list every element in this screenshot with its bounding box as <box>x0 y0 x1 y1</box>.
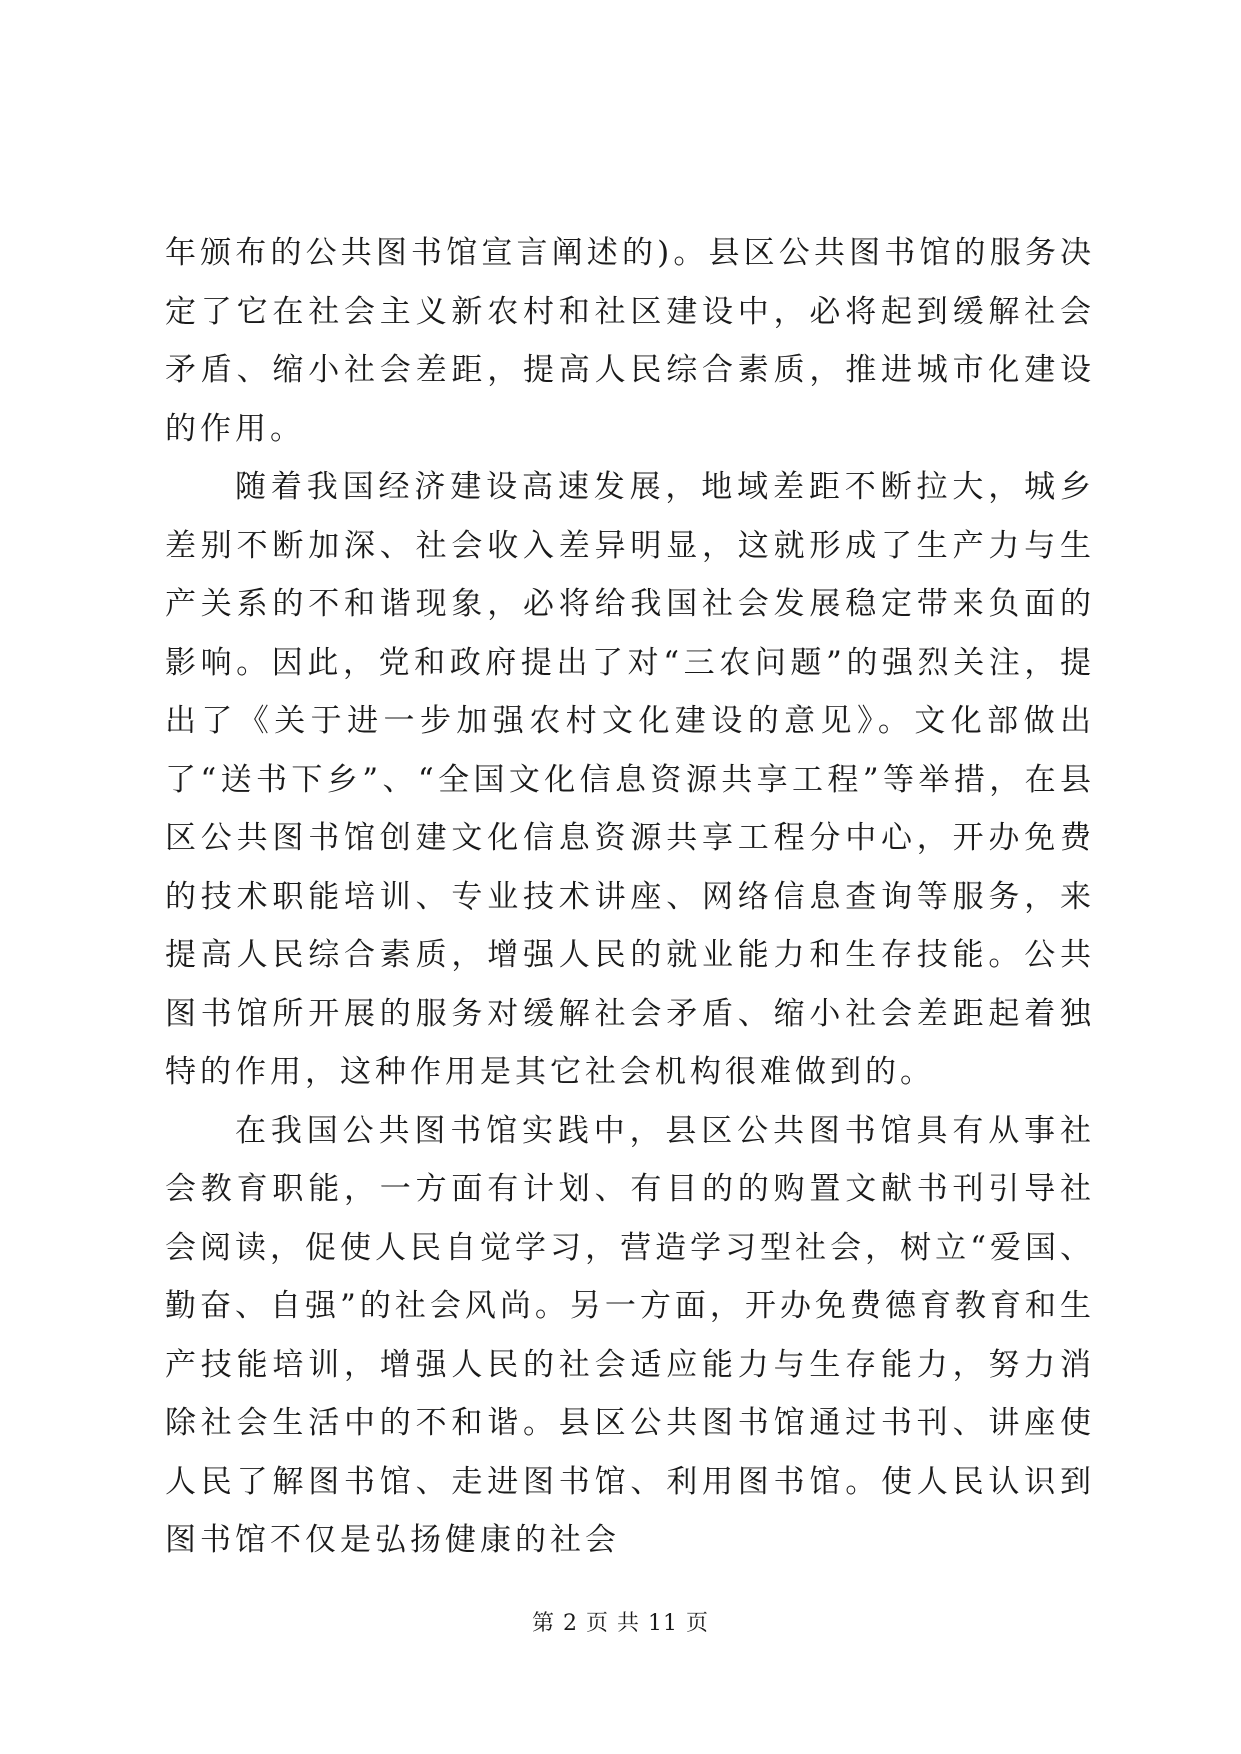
paragraph-3: 在我国公共图书馆实践中，县区公共图书馆具有从事社会教育职能，一方面有计划、有目的的购置文献书刊引导社会阅读，促使人民自觉学习，营造学习型社会，树立“爱国、勤奋、自强”的社会风尚。另一方面，开办免费德育教育和生产技能培训，增强人民的社会适应能力与生存能力，努力消除社会生活中的不和谐。县区公共图书馆通过书刊、讲座使人民了解图书馆、走进图书馆、利用图书馆。使人民认识到图书馆不仅是弘扬健康的社会 <box>165 1112 1095 1558</box>
page-footer: 第 2 页 共 11 页 <box>532 1611 709 1636</box>
body-text <box>165 224 1095 1570</box>
paragraph-1: 年颁布的公共图书馆宣言阐述的)。县区公共图书馆的服务决定了它在社会主义新农村和社区建设中，必将起到缓解社会矛盾、缩小社会差距，提高人民综合素质，推进城市化建设的作用。 <box>165 235 1095 447</box>
paragraph-2: 随着我国经济建设高速发展，地域差距不断拉大，城乡差别不断加深、社会收入差异明显，这就形成了生产力与生产关系的不和谐现象，必将给我国社会发展稳定带来负面的影响。因此，党和政府提出了对“三农问题”的强烈关注，提出了《关于进一步加强农村文化建设的意见》。文化部做出了“送书下乡”、“全国文化信息资源共享工程”等举措，在县区公共图书馆创建文化信息资源共享工程分中心，开办免费的技术职能培训、专业技术讲座、网络信息查询等服务，来提高人民综合素质，增强人民的就业能力和生存技能。公共图书馆所开展的服务对缓解社会矛盾、缩小社会差距起着独特的作用，这种作用是其它社会机构很难做到的。 <box>165 469 1095 1090</box>
